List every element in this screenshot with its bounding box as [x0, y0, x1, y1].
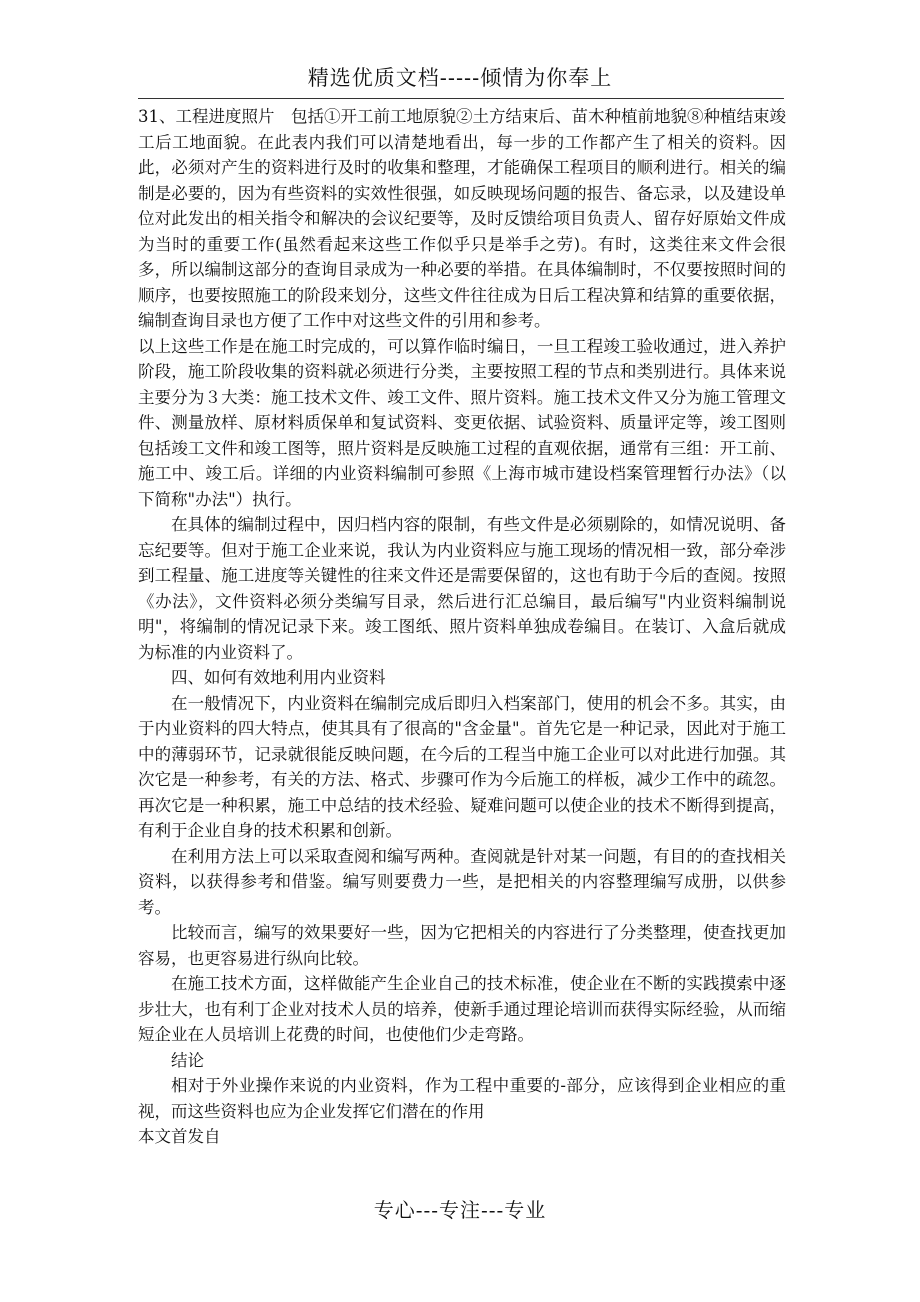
section-heading: 结论 [171, 1050, 204, 1070]
paragraph: 在具体的编制过程中，因归档内容的限制，有些文件是必须剔除的，如情况说明、备忘纪要等。但对于施工企业来说，我认为内业资料应与施工现场的情况相一致，部分牵涉到工程量、施工进度等关键性的往来文件还是需要保留的，这也有助于今后的查阅。按照《办法》，文件资料必须分类编写目录，然后进行汇总编目，最后编写"内业资料编制说明"，将编制的情况记录下来。竣工图纸、照片资料单独成卷编目。在装订、入盒后就成为标准的内业资料了。 [138, 515, 786, 662]
section-heading: 四、如何有效地利用内业资料 [171, 668, 386, 687]
paragraph: 在施工技术方面，这样做能产生企业自己的技术标准，使企业在不断的实践摸索中逐步壮大，也有利丁企业对技术人员的培养，使新手通过理论培训而获得实际经验，从而缩短企业在人员培训上花费的时间，也使他们少走弯路。 [138, 974, 786, 1044]
paragraph: 在利用方法上可以采取查阅和编写两种。查阅就是针对某一问题，有目的的查找相关资料，以获得参考和借鉴。编写则要费力一些，是把相关的内容整理编写成册，以供参考。 [138, 846, 786, 917]
paragraph: 31、工程进度照片 包括①开工前工地原貌②土方结束后、苗木种植前地貌⑧种植结束竣工后工地面貌。在此表内我们可以清楚地看出，每一步的工作都产生了相关的资料。因此，必须对产生的资料进行及时的收集和整理，才能确保工程项目的顺利进行。相关的编制是必要的，因为有些资料的实效性很强，如反映现场问题的报告、备忘录，以及建设单位对此发出的相关指令和解决的会议纪要等，及时反馈给项目负责人、留存好原始文件成为当时的重要工作(虽然看起来这些工作似乎只是举手之劳)。有时，这类往来文件会很多，所以编制这部分的查询目录成为一种必要的举措。在具体编制时，不仅要按照时间的顺序，也要按照施工的阶段来划分，这些文件往往成为日后工程决算和结算的重要依据，编制查询目录也方便了工作中对这些文件的引用和参考。 [138, 107, 786, 330]
paragraph: 比较而言，编写的效果要好一些，因为它把相关的内容进行了分类整理，使查找更加容易，也更容易进行纵向比较。 [138, 923, 786, 968]
page-footer: 专心---专注---专业 [373, 1198, 547, 1222]
document-body [138, 104, 786, 1150]
paragraph: 在一般情况下，内业资料在编制完成后即归入档案部门，使用的机会不多。其实，由于内业资料的四大特点，使其具有了很高的"含金量"。首先它是一种记录，因此对于施工中的薄弱环节，记录就很能反映问题，在今后的工程当中施工企业可以对此进行加强。其次它是一种参考，有关的方法、格式、步骤可作为今后施工的样板，减少工作中的疏忽。再次它是一种积累，施工中总结的技术经验、疑难问题可以使企业的技术不断得到提高，有利于企业自身的技术积累和创新。 [138, 693, 786, 840]
paragraph: 相对于外业操作来说的内业资料，作为工程中重要的-部分，应该得到企业相应的重视，而这些资料也应为企业发挥它们潜在的作用 [138, 1076, 786, 1121]
paragraph: 以上这些工作是在施工时完成的，可以算作临时编日，一旦工程竣工验收通过，进入养护阶段，施工阶段收集的资料就必须进行分类，主要按照工程的节点和类别进行。具体来说主要分为３大类：施工技术文件、竣工文件、照片资料。施工技术文件又分为施工管理文件、测量放样、原材料质保单和复试资料、变更依据、试验资料、质量评定等，竣工图则包括竣工文件和竣工图等，照片资料是反映施工过程的直观依据，通常有三组：开工前、施工中、竣工后。详细的内业资料编制可参照《上海市城市建设档案管理暂行办法》（以下简称"办法"）执行。 [138, 336, 786, 509]
header-divider [138, 98, 784, 99]
paragraph: 本文首发自 [138, 1127, 221, 1146]
page-header: 精选优质文档-----倾情为你奉上 [307, 66, 613, 90]
